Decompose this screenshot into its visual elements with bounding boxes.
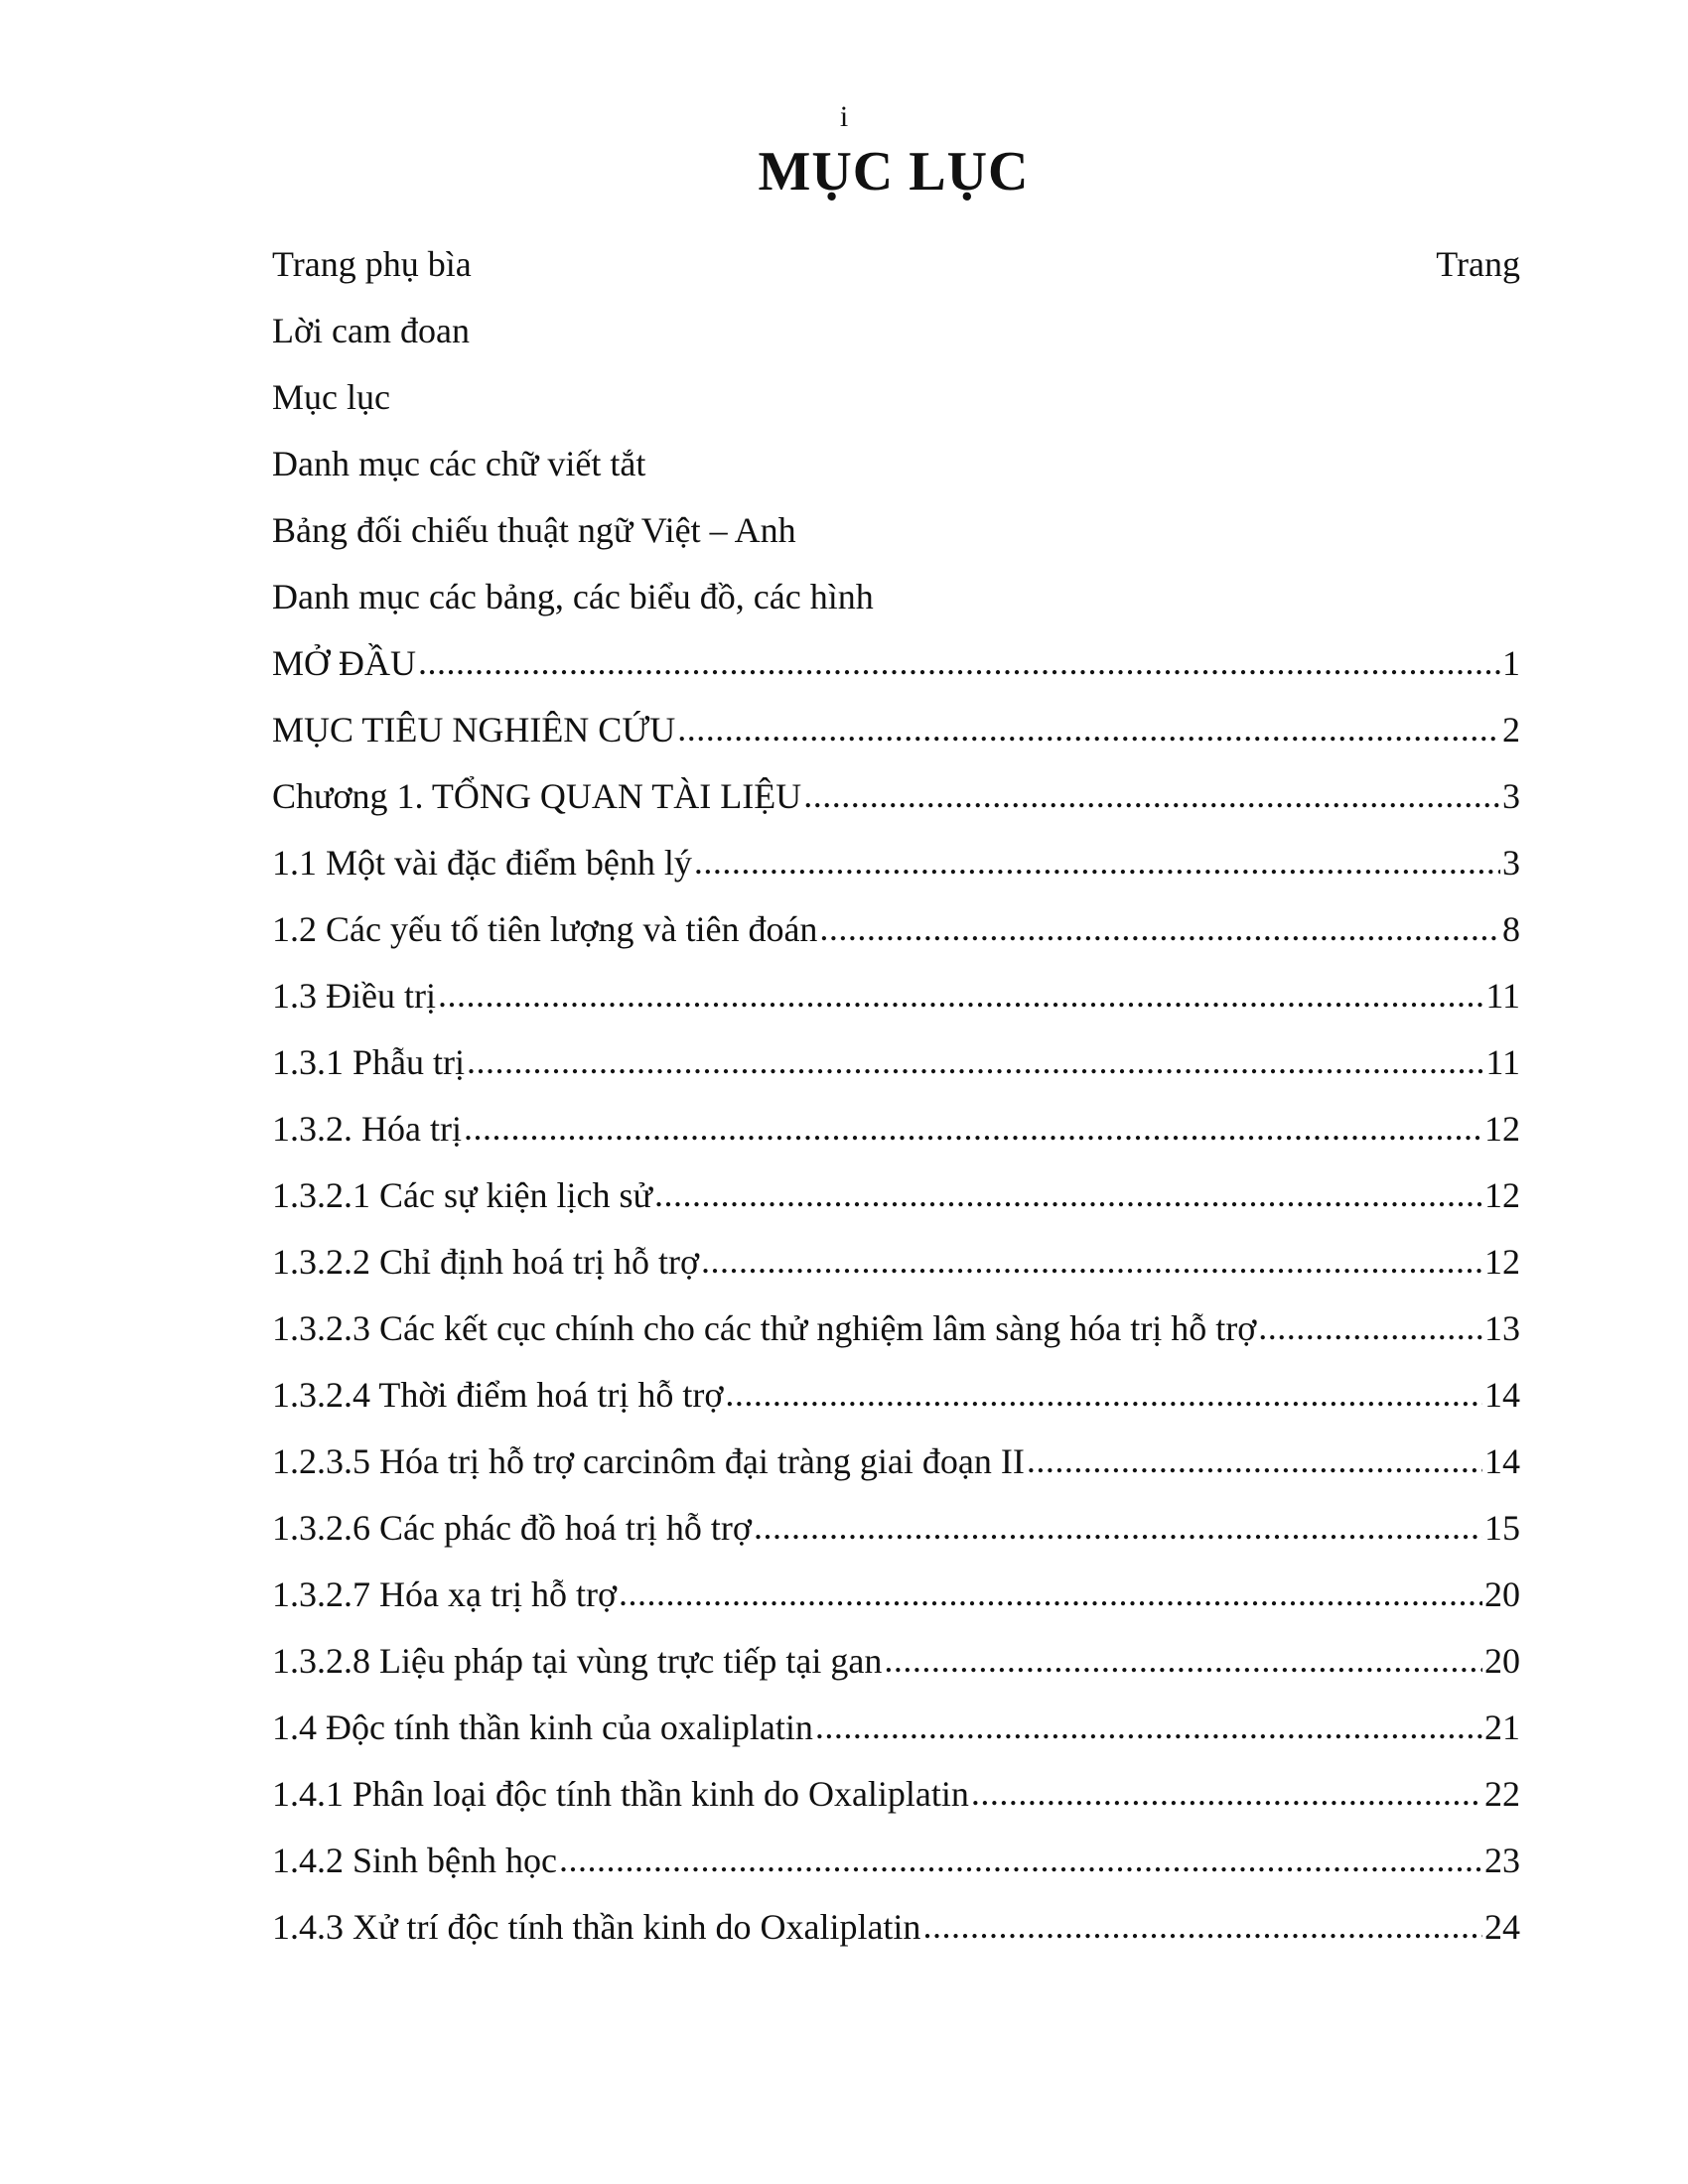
toc-entry	[272, 829, 1520, 895]
toc-entry-label: 1.3.2.1 Các sự kiện lịch sử	[272, 1174, 652, 1215]
dot-leader	[464, 1118, 1482, 1161]
dot-leader	[1027, 1450, 1482, 1494]
toc-entry	[272, 962, 1520, 1028]
toc-entry-page: 14	[1484, 1440, 1520, 1481]
front-matter-item	[272, 496, 1520, 563]
dot-leader	[815, 1716, 1482, 1760]
toc-entry	[272, 1694, 1520, 1760]
front-matter-label: Bảng đối chiếu thuật ngữ Việt – Anh	[272, 509, 796, 550]
front-matter-label: Danh mục các bảng, các biểu đồ, các hình	[272, 576, 874, 616]
toc-entry-page: 12	[1484, 1174, 1520, 1215]
dot-leader	[654, 1184, 1482, 1228]
toc-entry-page: 22	[1484, 1773, 1520, 1814]
toc-entry	[272, 1295, 1520, 1361]
toc-entry	[272, 1893, 1520, 1960]
toc-header-right: Trang	[1436, 243, 1520, 284]
front-matter-label: Lời cam đoan	[272, 310, 470, 350]
toc-entry-label: Chương 1. TỔNG QUAN TÀI LIỆU	[272, 775, 802, 816]
toc-entry-page: 3	[1502, 775, 1520, 816]
dot-leader	[971, 1783, 1482, 1827]
toc-entry-page: 23	[1484, 1840, 1520, 1880]
toc-entry-label: 1.2.3.5 Hóa trị hỗ trợ carcinôm đại tràng giai đoạn II	[272, 1440, 1025, 1481]
toc-entry	[272, 762, 1520, 829]
toc-entry-page: 11	[1485, 975, 1520, 1016]
toc-entry-page: 14	[1484, 1374, 1520, 1415]
dot-leader	[725, 1384, 1482, 1428]
dot-leader	[1258, 1317, 1482, 1361]
toc-entry-label: 1.3.2.7 Hóa xạ trị hỗ trợ	[272, 1573, 617, 1614]
dot-leader	[694, 852, 1500, 895]
table-of-contents	[272, 230, 1520, 1960]
toc-entry	[272, 1095, 1520, 1161]
front-matter-item	[272, 430, 1520, 496]
toc-entry-label: 1.3.2.8 Liệu pháp tại vùng trực tiếp tại gan	[272, 1640, 883, 1681]
front-matter-item	[272, 297, 1520, 363]
front-matter-label: Mục lục	[272, 376, 390, 417]
toc-entry-page: 3	[1502, 842, 1520, 883]
toc-entry-label: 1.3.2. Hóa trị	[272, 1108, 462, 1149]
toc-entry-label: 1.1 Một vài đặc điểm bệnh lý	[272, 842, 692, 883]
toc-entry	[272, 1361, 1520, 1428]
toc-entry-page: 15	[1484, 1507, 1520, 1548]
toc-entry-label: 1.3.1 Phẫu trị	[272, 1041, 465, 1082]
dot-leader	[701, 1251, 1482, 1295]
toc-entry-page: 20	[1484, 1573, 1520, 1614]
toc-entry-label: 1.4.3 Xử trí độc tính thần kinh do Oxaliplatin	[272, 1906, 921, 1947]
toc-entry-label: MỞ ĐẦU	[272, 642, 417, 683]
toc-entry-label: 1.2 Các yếu tố tiên lượng và tiên đoán	[272, 908, 818, 949]
toc-entry	[272, 895, 1520, 962]
toc-header-row	[272, 230, 1520, 297]
dot-leader	[677, 719, 1500, 762]
toc-entry	[272, 1028, 1520, 1095]
toc-entry-label: MỤC TIÊU NGHIÊN CỨU	[272, 709, 676, 750]
toc-entry-label: 1.4 Độc tính thần kinh của oxaliplatin	[272, 1706, 813, 1747]
toc-entry-page: 21	[1484, 1706, 1520, 1747]
front-matter-item	[272, 563, 1520, 629]
toc-entry	[272, 1494, 1520, 1561]
dot-leader	[418, 652, 1500, 696]
toc-entry	[272, 1428, 1520, 1494]
toc-entry	[272, 629, 1520, 696]
toc-header-left: Trang phụ bìa	[272, 243, 472, 284]
toc-entry	[272, 1760, 1520, 1827]
front-matter-item	[272, 363, 1520, 430]
toc-entry-page: 12	[1484, 1108, 1520, 1149]
toc-entry-page: 1	[1502, 642, 1520, 683]
front-matter-label: Danh mục các chữ viết tắt	[272, 443, 646, 483]
dot-leader	[819, 918, 1500, 962]
toc-entry	[272, 1627, 1520, 1694]
dot-leader	[438, 985, 1483, 1028]
dot-leader	[619, 1583, 1482, 1627]
toc-entry-label: 1.4.2 Sinh bệnh học	[272, 1840, 557, 1880]
toc-entry	[272, 1228, 1520, 1295]
dot-leader	[754, 1517, 1482, 1561]
toc-entry-label: 1.3.2.6 Các phác đồ hoá trị hỗ trợ	[272, 1507, 752, 1548]
toc-title: MỤC LỤC	[758, 141, 1030, 203]
toc-entry-label: 1.3 Điều trị	[272, 975, 436, 1016]
toc-entry	[272, 1827, 1520, 1893]
toc-entry-page: 11	[1485, 1041, 1520, 1082]
dot-leader	[467, 1051, 1483, 1095]
dot-leader	[884, 1650, 1482, 1694]
toc-entry-label: 1.3.2.4 Thời điểm hoá trị hỗ trợ	[272, 1374, 724, 1415]
toc-entry-page: 2	[1502, 709, 1520, 750]
dot-leader	[922, 1916, 1482, 1960]
toc-entry-label: 1.3.2.3 Các kết cục chính cho các thử nghiệm lâm sàng hóa trị hỗ trợ	[272, 1307, 1257, 1348]
toc-entry-page: 12	[1484, 1241, 1520, 1282]
dot-leader	[803, 785, 1500, 829]
toc-entry-page: 20	[1484, 1640, 1520, 1681]
toc-entry-page: 8	[1502, 908, 1520, 949]
toc-entry-label: 1.4.1 Phân loại độc tính thần kinh do Oxaliplatin	[272, 1773, 969, 1814]
toc-entry	[272, 696, 1520, 762]
toc-entry	[272, 1561, 1520, 1627]
page-number: i	[839, 100, 849, 133]
toc-entry	[272, 1161, 1520, 1228]
toc-entry-page: 13	[1484, 1307, 1520, 1348]
toc-entry-page: 24	[1484, 1906, 1520, 1947]
dot-leader	[559, 1849, 1482, 1893]
toc-entry-label: 1.3.2.2 Chỉ định hoá trị hỗ trợ	[272, 1241, 700, 1282]
